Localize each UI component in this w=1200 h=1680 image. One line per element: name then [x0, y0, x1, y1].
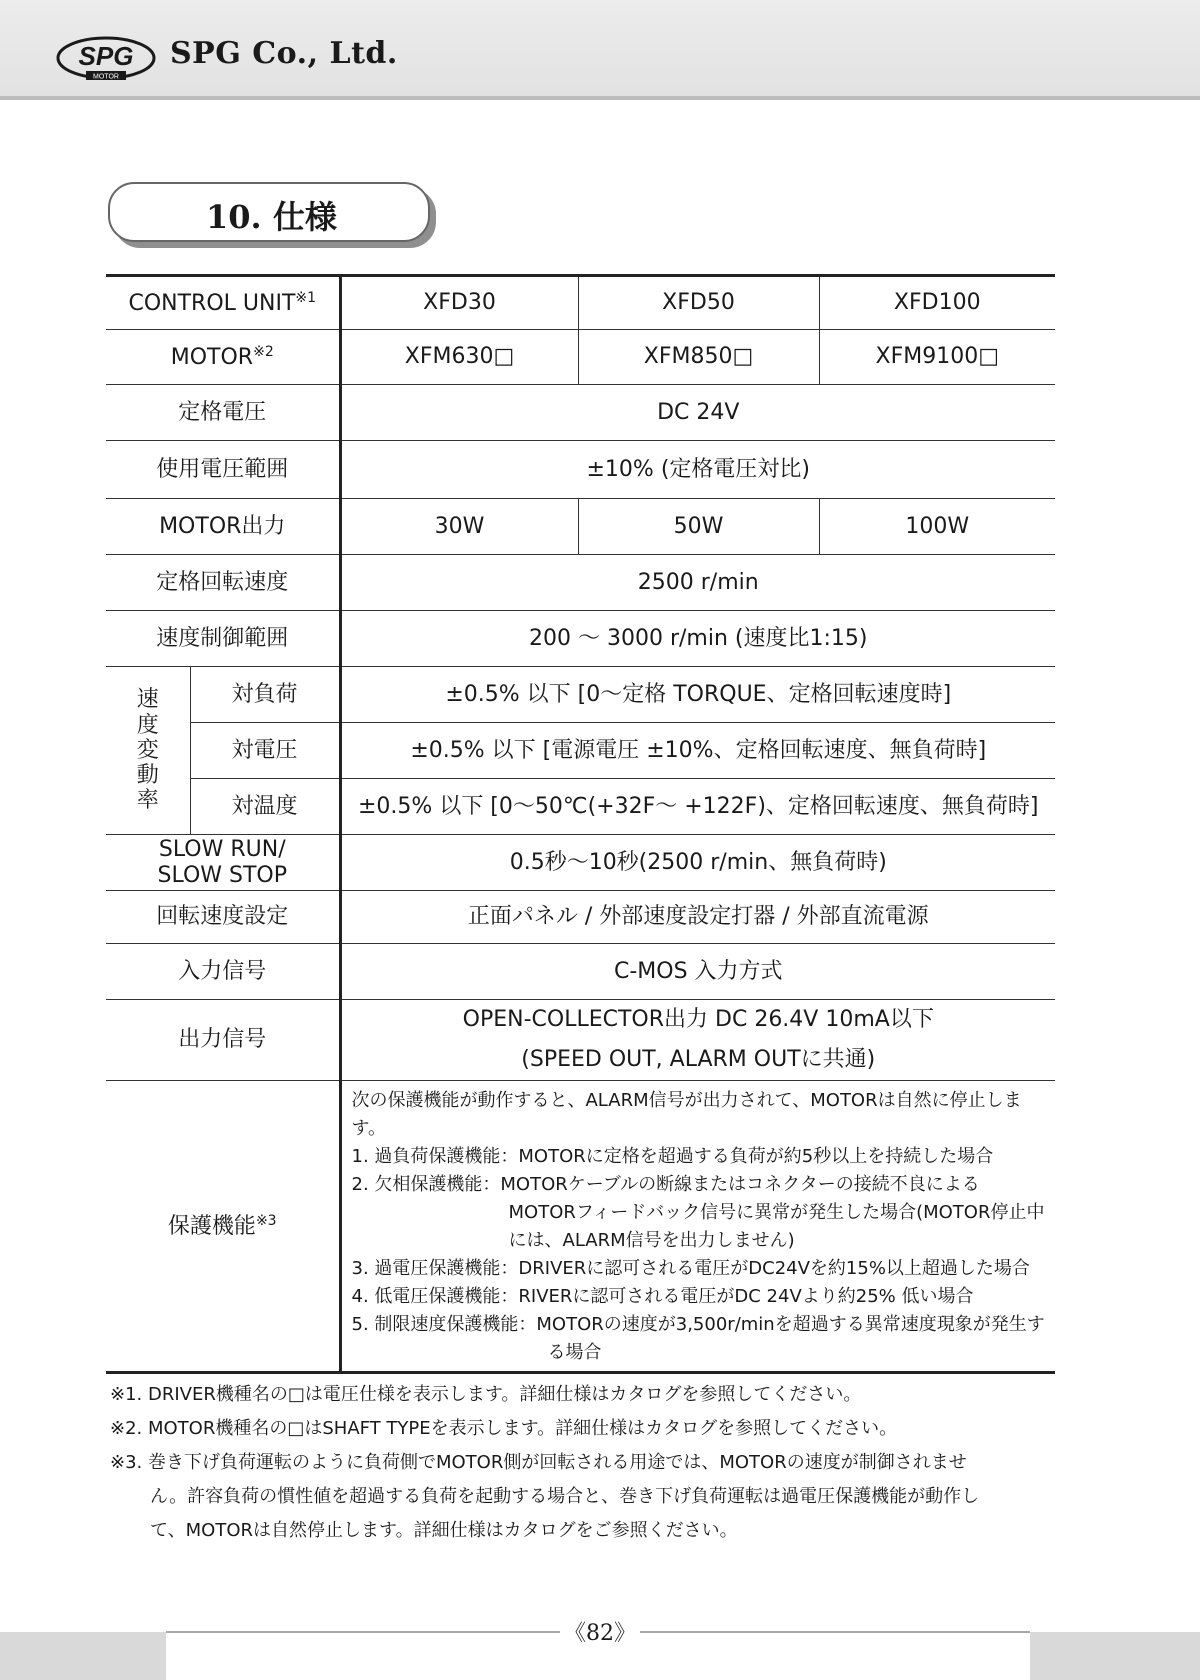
output-signal-value: OPEN-COLLECTOR出力 DC 26.4V 10mA以下 (SPEED OUT, ALARM OUTに共通) [340, 1000, 1055, 1081]
footnote-3-cont: ん。許容負荷の慣性値を超過する負荷を起動する場合と、巻き下げ負荷運転は過電圧保護機能が動作し [150, 1486, 980, 1507]
company-name: SPG Co., Ltd. [170, 36, 398, 71]
speed-variation-sublabel: 対温度 [190, 779, 340, 835]
control-unit-cell: XFD50 [578, 276, 819, 330]
table-row [106, 835, 1055, 891]
speed-variation-value: ±0.5% 以下 [0～50℃(+32F～ +122F)、定格回転速度、無負荷時] [340, 779, 1055, 835]
rated-voltage-label: 定格電圧 [106, 385, 340, 441]
table-row [106, 555, 1055, 611]
speed-variation-value: ±0.5% 以下 [0～定格 TORQUE、定格回転速度時] [340, 667, 1055, 723]
table-row [106, 723, 1055, 779]
footnote-3-cont: て、MOTORは自然停止します。詳細仕様はカタログをご参照ください。 [150, 1520, 738, 1541]
input-signal-value: C-MOS 入力方式 [340, 944, 1055, 1000]
logo-text: SPG [78, 41, 134, 71]
table-row [106, 1000, 1055, 1081]
control-unit-cell: XFD100 [819, 276, 1055, 330]
speed-setting-label: 回転速度設定 [106, 891, 340, 944]
motor-cell: XFM850□ [578, 330, 819, 385]
motor-output-cell: 50W [578, 499, 819, 555]
table-row [106, 667, 1055, 723]
table-row [106, 1081, 1055, 1373]
section-title-text: 10. 仕様 [206, 198, 337, 236]
footnotes [110, 1378, 1070, 1548]
speed-variation-value: ±0.5% 以下 [電源電圧 ±10%、定格回転速度、無負荷時] [340, 723, 1055, 779]
speed-variation-sublabel: 対負荷 [190, 667, 340, 723]
slow-run-value: 0.5秒～10秒(2500 r/min、無負荷時) [340, 835, 1055, 891]
voltage-range-value: ±10% (定格電圧対比) [340, 441, 1055, 499]
table-row [106, 330, 1055, 385]
slow-run-label: SLOW RUN/ SLOW STOP [106, 835, 340, 891]
rated-voltage-value: DC 24V [340, 385, 1055, 441]
control-unit-label: CONTROL UNIT$^{※1}$ [106, 276, 340, 330]
protection-value: 次の保護機能が動作すると、ALARM信号が出力されて、MOTORは自然に停止しま す。 1. 過負荷保護機能：MOTORに定格を超過する負荷が約5秒以上を持続した場合 2. 欠相保護機能：MOTORケーブルの断線またはコネクターの接続不良による MOTORフィードバック信号に異常が発生した場合(MOTOR停止中 には、ALARM信号を出力しません) 3. 過電圧保護機能：DRIVERに認可される電圧がDC24Vを約15%以上超過した場合 4. 低電圧保護機能：RIVERに認可される電圧がDC 24Vより約25% 低い場合 5. 制限速度保護機能：MOTORの速度が3,500r/minを超過する異常速度現象が発生す る場合 [340, 1081, 1055, 1373]
protection-label: 保護機能$^{※3}$ [106, 1081, 340, 1373]
motor-label: MOTOR$^{※2}$ [106, 330, 340, 385]
footer-block-left [0, 1632, 166, 1680]
table-row [106, 611, 1055, 667]
table-row [106, 276, 1055, 330]
motor-output-label: MOTOR出力 [106, 499, 340, 555]
rated-speed-value: 2500 r/min [340, 555, 1055, 611]
motor-output-cell: 30W [340, 499, 578, 555]
footnote-3: ※3. 巻き下げ負荷運転のように負荷側でMOTOR側が回転される用途では、MOTORの速度が制御されませ [110, 1452, 967, 1473]
motor-output-cell: 100W [819, 499, 1055, 555]
speed-control-range-label: 速度制御範囲 [106, 611, 340, 667]
footnote-2: ※2. MOTOR機種名の□はSHAFT TYPEを表示します。詳細仕様はカタログを参照してください。 [110, 1418, 898, 1439]
table-row [106, 499, 1055, 555]
table-row [106, 944, 1055, 1000]
speed-variation-sublabel: 対電圧 [190, 723, 340, 779]
speed-variation-label: 速 度 変 動 率 [106, 667, 190, 835]
output-signal-label: 出力信号 [106, 1000, 340, 1081]
spg-logo [56, 34, 156, 82]
control-unit-cell: XFD30 [340, 276, 578, 330]
speed-control-range-value: 200 ～ 3000 r/min (速度比1:15) [340, 611, 1055, 667]
table-row [106, 779, 1055, 835]
page-number: 《82》 [560, 1616, 640, 1647]
motor-cell: XFM9100□ [819, 330, 1055, 385]
speed-setting-value: 正面パネル / 外部速度設定打器 / 外部直流電源 [340, 891, 1055, 944]
table-row [106, 891, 1055, 944]
footnote-1: ※1. DRIVER機種名の□は電圧仕様を表示します。詳細仕様はカタログを参照してください。 [110, 1384, 862, 1405]
input-signal-label: 入力信号 [106, 944, 340, 1000]
rated-speed-label: 定格回転速度 [106, 555, 340, 611]
section-title [108, 182, 430, 242]
motor-cell: XFM630□ [340, 330, 578, 385]
logo-sub: MOTOR [93, 73, 119, 81]
footer-block-right [1030, 1632, 1200, 1680]
table-row [106, 441, 1055, 499]
table-row [106, 385, 1055, 441]
spec-table [106, 274, 1055, 1374]
voltage-range-label: 使用電圧範囲 [106, 441, 340, 499]
page-header [0, 0, 1200, 100]
